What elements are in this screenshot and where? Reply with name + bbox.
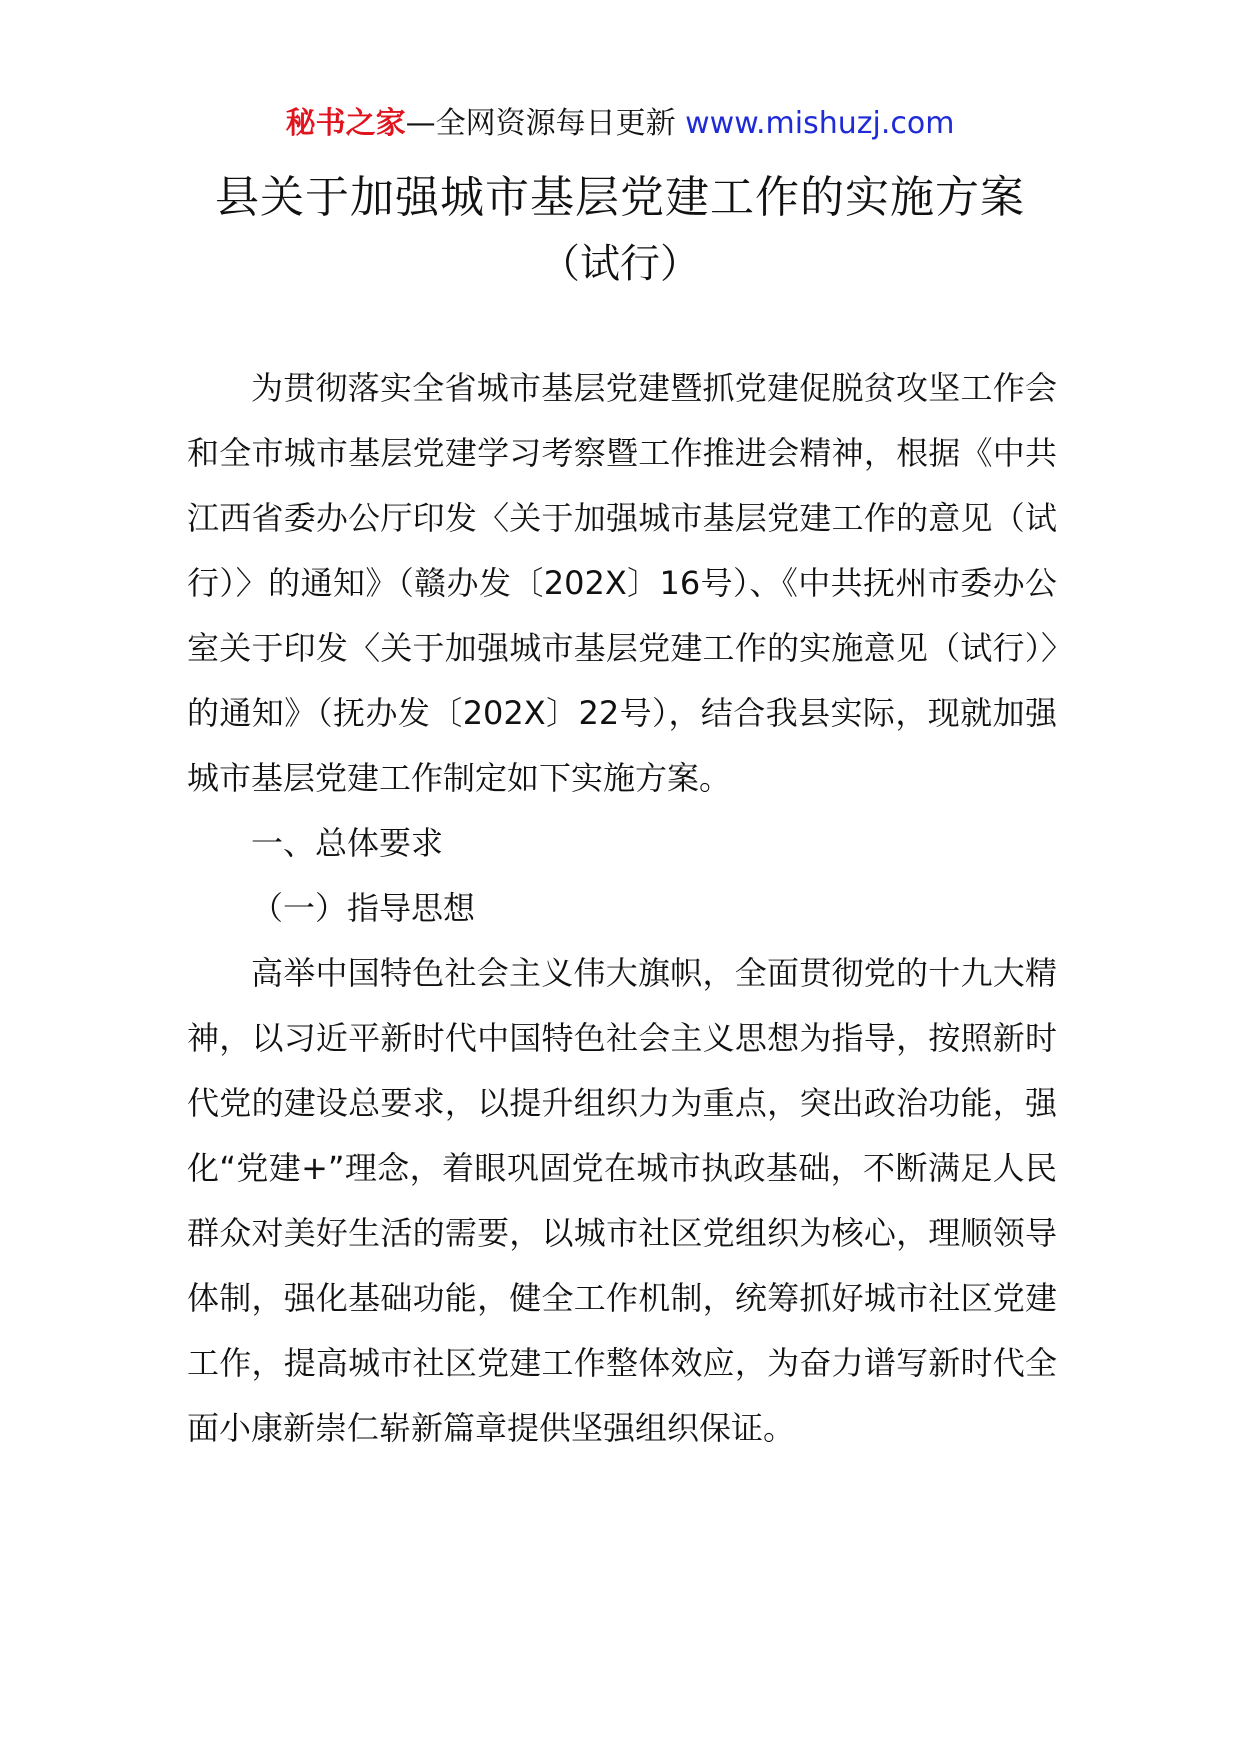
guiding-thought-paragraph: 高举中国特色社会主义伟大旗帜，全面贯彻党的十九大精神，以习近平新时代中国特色社会主义思想为指导，按照新时代党的建设总要求，以提升组织力为重点，突出政治功能，强化“党建+”理念，着眼巩固党在城市执政基础，不断满足人民群众对美好生活的需要，以城市社区党组织为核心，理顺领导体制，强化基础功能，健全工作机制，统筹抓好城市社区党建工作，提高城市社区党建工作整体效应，为奋力谱写新时代全面小康新崇仁崭新篇章提供坚强组织保证。 bbox=[187, 954, 1057, 1447]
document-subtitle: （试行） bbox=[540, 241, 700, 287]
section-heading: 一、总体要求 bbox=[251, 824, 444, 862]
site-url-link[interactable]: www.mishuzj.com bbox=[685, 106, 955, 141]
document-body bbox=[187, 356, 1057, 1461]
subsection-heading: （一）指导思想 bbox=[251, 889, 476, 927]
document-title: 县关于加强城市基层党建工作的实施方案 bbox=[215, 172, 1025, 223]
site-header bbox=[0, 102, 1240, 146]
header-tagline: —全网资源每日更新 bbox=[405, 106, 676, 141]
brand-name: 秘书之家 bbox=[285, 106, 406, 141]
intro-paragraph: 为贯彻落实全省城市基层党建暨抓党建促脱贫攻坚工作会和全市城市基层党建学习考察暨工作推进会精神，根据《中共江西省委办公厅印发〈关于加强城市基层党建工作的意见（试行）〉的通知》（赣办发〔202X〕16号）、《中共抚州市委办公室关于印发〈关于加强城市基层党建工作的实施意见（试行）〉的通知》（抚办发〔202X〕22号），结合我县实际，现就加强城市基层党建工作制定如下实施方案。 bbox=[187, 369, 1057, 797]
